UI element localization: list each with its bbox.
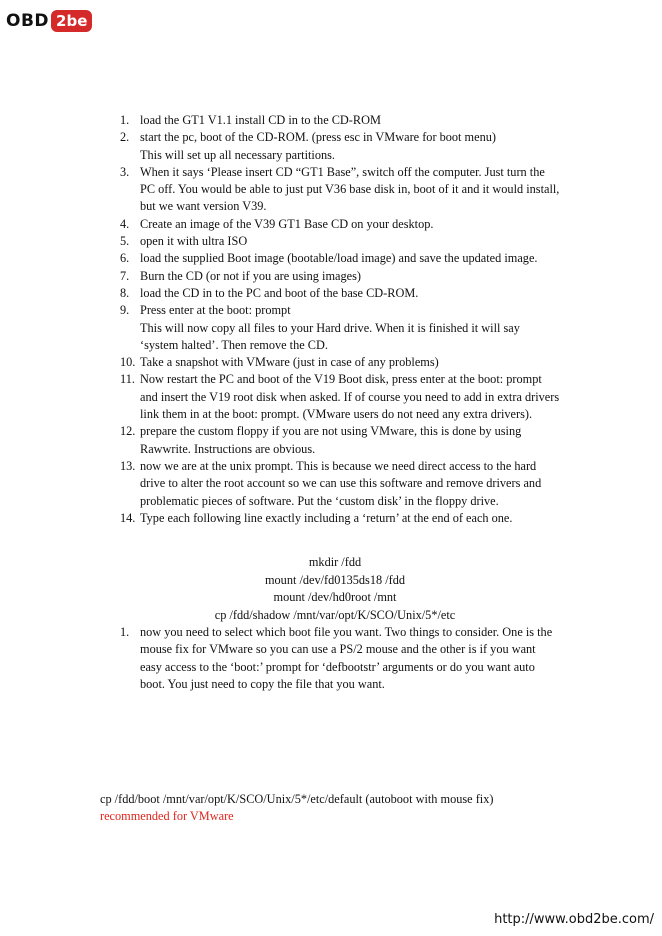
list-item bbox=[0, 302, 560, 354]
item-text: Create an image of the V39 GT1 Base CD on your desktop. bbox=[140, 216, 434, 231]
command-line: mkdir /fdd bbox=[308, 555, 362, 570]
list-item bbox=[0, 129, 560, 164]
steps-list bbox=[0, 112, 662, 527]
item-text: load the supplied Boot image (bootable/load image) and save the updated image. bbox=[140, 251, 538, 266]
item-text: now we are at the unix prompt. This is because we need direct access to the hard drive to alter the root account so we can use this software and remove drivers and problematic pieces of software. Put the ‘custom disk’ in the floppy drive. bbox=[140, 458, 542, 508]
list-item bbox=[0, 285, 560, 302]
item-text: Type each following line exactly including a ‘return’ at the end of each one. bbox=[140, 510, 513, 525]
item-number: 12. bbox=[120, 424, 136, 439]
item-text: load the GT1 V1.1 install CD in to the CD-ROM bbox=[140, 113, 381, 127]
item-text: load the CD in to the PC and boot of the base CD-ROM. bbox=[140, 285, 419, 300]
item-number: 2. bbox=[120, 130, 130, 145]
list-item bbox=[0, 233, 560, 250]
command-block bbox=[0, 554, 662, 624]
footer-url[interactable]: http://www.obd2be.com/ bbox=[494, 912, 654, 927]
item-number: 10. bbox=[120, 355, 136, 370]
brand-logo bbox=[6, 8, 92, 34]
logo-text: OBD bbox=[6, 11, 50, 31]
item-number: 9. bbox=[120, 303, 130, 318]
item-number: 3. bbox=[120, 164, 130, 179]
item-number: 7. bbox=[120, 268, 130, 283]
boot-file-list bbox=[0, 624, 662, 693]
command-line: cp /fdd/shadow /mnt/var/opt/K/SCO/Unix/5*/etc bbox=[214, 607, 456, 622]
item-text: start the pc, boot of the CD-ROM. (press esc in VMware for boot menu) bbox=[140, 130, 496, 145]
list-item bbox=[0, 268, 560, 285]
item-number: 14. bbox=[120, 510, 136, 525]
item-text: prepare the custom floppy if you are not using VMware, this is done by using Rawwrite. Instructions are obvious. bbox=[140, 424, 522, 456]
list-item bbox=[0, 510, 560, 527]
item-text: Take a snapshot with VMware (just in case of any problems) bbox=[140, 355, 439, 370]
item-number: 8. bbox=[120, 285, 130, 300]
logo-badge: 2be bbox=[51, 10, 92, 32]
item-text: Press enter at the boot: prompt bbox=[140, 303, 291, 318]
recommendation-note: recommended for VMware bbox=[100, 809, 234, 824]
list-item bbox=[0, 354, 560, 371]
list-item bbox=[0, 250, 560, 267]
command-line: mount /dev/fd0135ds18 /fdd bbox=[264, 572, 406, 587]
item-number: 1. bbox=[120, 113, 130, 127]
item-number: 5. bbox=[120, 234, 130, 249]
item-text: now you need to select which boot file you want. Two things to consider. One is the mouse fix for VMware so you can use a PS/2 mouse and the other is if you want easy access to the ‘boot:’ prompt for ‘defbootstr’ arguments or do you want auto boot. You just need to copy the file that you want. bbox=[140, 625, 553, 692]
list-item bbox=[0, 371, 560, 423]
item-text: open it with ultra ISO bbox=[140, 234, 248, 249]
item-text: Now restart the PC and boot of the V19 Boot disk, press enter at the boot: prompt and insert the V19 root disk when asked. If of course you need to add in extra drivers link them in at the boot: prompt. (VMware users do not need any extra drivers). bbox=[140, 372, 560, 422]
item-number: 11. bbox=[120, 372, 135, 387]
final-command-text: cp /fdd/boot /mnt/var/opt/K/SCO/Unix/5*/etc/default (autoboot with mouse fix) bbox=[100, 792, 494, 806]
item-extra-text: This will now copy all files to your Hard drive. When it is finished it will say ‘system halted’. Then remove the CD. bbox=[140, 320, 520, 352]
item-text: Burn the CD (or not if you are using images) bbox=[140, 268, 361, 283]
item-text: When it says ‘Please insert CD “GT1 Base”, switch off the computer. Just turn the PC off. You would be able to just put V36 base disk in, boot of it and it would install, but we want version V39. bbox=[140, 164, 560, 214]
list-item bbox=[0, 112, 560, 129]
list-item bbox=[0, 624, 560, 693]
document-body bbox=[0, 112, 662, 693]
command-line: mount /dev/hd0root /mnt bbox=[273, 590, 397, 605]
list-item bbox=[0, 458, 560, 510]
final-command-paragraph bbox=[100, 791, 530, 826]
list-item bbox=[0, 216, 560, 233]
list-item bbox=[0, 423, 560, 458]
list-item bbox=[0, 164, 560, 216]
item-number: 4. bbox=[120, 216, 130, 231]
item-extra-text: This will set up all necessary partitions. bbox=[140, 147, 336, 162]
item-number: 6. bbox=[120, 251, 130, 266]
item-number: 1. bbox=[120, 625, 130, 640]
item-number: 13. bbox=[120, 458, 136, 473]
